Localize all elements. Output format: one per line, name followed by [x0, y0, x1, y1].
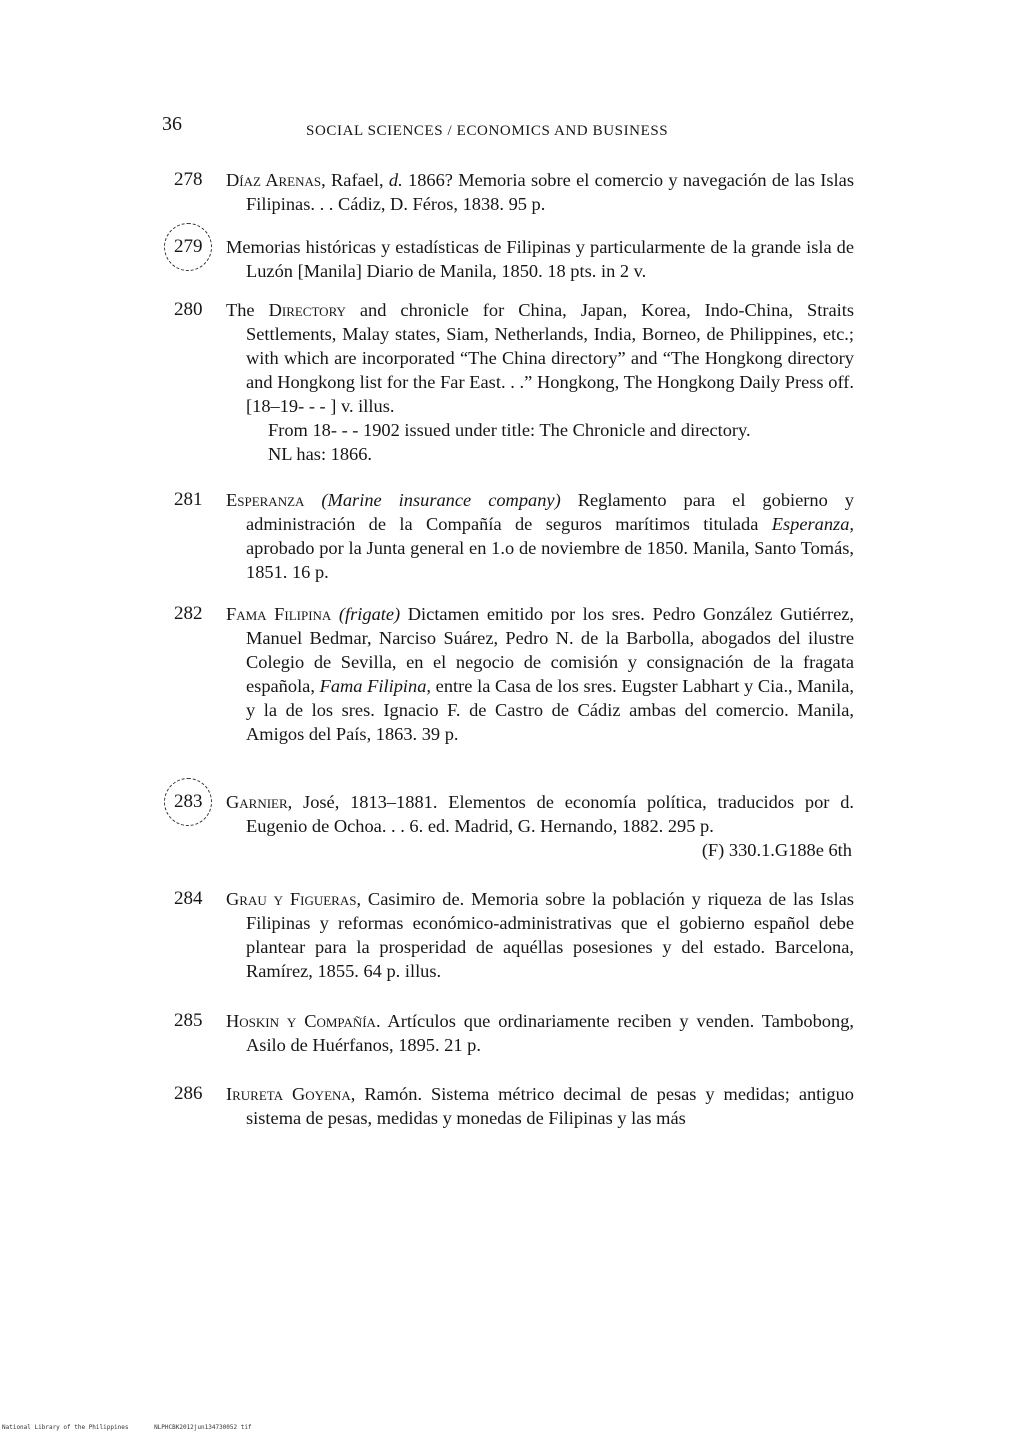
entry-qualifier: (frigate) [338, 604, 401, 624]
entry-number: 280 [174, 299, 203, 320]
entry-body: Reglamento para el gobierno y administración de la Compañía de seguros marítimos titulada [246, 490, 854, 534]
entry-body: , Casimiro de. Memoria sobre la población y riqueza de las Islas Filipinas y reformas económico-administrativas que el gobierno español debe plantear para la prosperidad de aquéllas posesiones y del estado. Barcelona, Ramírez, 1855. 64 p. illus. [246, 889, 854, 981]
page-number: 36 [162, 113, 182, 135]
entry-author: Irureta Goyena [226, 1084, 351, 1104]
entry-prefix: The [226, 300, 269, 320]
entry-author: Díaz Arenas [226, 170, 322, 190]
entry-body: 1866? Memoria sobre el comercio y navegación de las Islas Filipinas. . . Cádiz, D. Féros, 1838. 95 p. [246, 170, 854, 214]
footer-file-id: NLPHCBK2012jun134730052 tif [154, 1424, 252, 1431]
entry-body: , José, 1813–1881. Elementos de economía política, traducidos por d. Eugenio de Ochoa. . . 6. ed. Madrid, G. Hernando, 1882. 295 p. [246, 792, 854, 836]
running-head: SOCIAL SCIENCES / ECONOMICS AND BUSINESS [306, 123, 669, 139]
entry-281 [174, 488, 854, 584]
entry-text [226, 298, 854, 418]
entry-author: Grau y Figueras [226, 889, 357, 909]
footer-library: National Library of the Philippines [2, 1424, 129, 1431]
entry-body-cont: entre la Casa de los sres. Eugster Labhart y Cia., Manila, y la de los sres. Ignacio F. de Castro de Cádiz ambas del comercio. Manila, Amigos del País, 1863. 39 p. [246, 676, 854, 744]
entry-text [226, 488, 854, 584]
entry-278 [174, 168, 854, 216]
entry-280 [174, 298, 854, 466]
entry-284 [174, 887, 854, 983]
entry-author: Garnier [226, 792, 288, 812]
entry-body: Memorias históricas y estadísticas de Filipinas y particularmente de la grande isla de Luzón [Manila] Diario de Manila, 1850. 18 pts. in 2 v. [226, 237, 854, 281]
entry-text [226, 1009, 854, 1057]
entry-number: 284 [174, 888, 203, 909]
entry-number: 278 [174, 169, 203, 190]
entry-number: 285 [174, 1010, 203, 1031]
entry-author: Hoskin y Compañía [226, 1011, 376, 1031]
entry-number: 282 [174, 603, 203, 624]
entry-text [226, 168, 854, 216]
entry-italic-title: Esperanza, [771, 514, 854, 534]
entry-286 [174, 1082, 854, 1130]
entry-282 [174, 602, 854, 746]
scan-footer [2, 1424, 274, 1431]
entry-author: Fama Filipina [226, 604, 332, 624]
call-number: (F) 330.1.G188e 6th [701, 840, 852, 860]
entry-text [226, 790, 854, 838]
entry-author: Esperanza [226, 490, 305, 510]
entry-body-cont: aprobado por la Junta general en 1.o de noviembre de 1850. Manila, Santo Tomás, 1851. 16 p. [246, 538, 854, 582]
entry-text [226, 602, 854, 746]
entry-body: Dictamen emitido por los sres. Pedro González Gutiérrez, Manuel Bedmar, Narciso Suárez, Pedro N. de la Barbolla, abogados del ilustre Colegio de Sevilla, en el negocio de comisión y consignación de la fragata española, [246, 604, 854, 696]
entry-holdings-note: NL has: 1866. [268, 444, 373, 464]
entry-author-rest: , Rafael, [321, 170, 389, 190]
entry-author: Directory [268, 300, 346, 320]
entry-qualifier: (Marine insurance company) [321, 490, 561, 510]
entry-283 [174, 790, 854, 862]
entry-italic-title: Fama Filipina, [319, 676, 432, 696]
entry-body: and chronicle for China, Japan, Korea, Indo-China, Straits Settlements, Malay states, Siam, Netherlands, India, Borneo, de Philippines, etc.; with which are incorporated “The China directory” and “The Hongkong directory and Hongkong list for the Far East. . .” Hongkong, The Hongkong Daily Press off. [18–19- - - ] v. illus. [246, 300, 854, 416]
entry-279 [174, 235, 854, 283]
entry-text [226, 887, 854, 983]
entry-number-circled: 283 [174, 791, 203, 812]
entry-number: 286 [174, 1083, 203, 1104]
entry-number: 281 [174, 489, 203, 510]
entry-note: From 18- - - 1902 issued under title: The Chronicle and directory. [268, 420, 751, 440]
entry-body: . Artículos que ordinariamente reciben y venden. Tambobong, Asilo de Huérfanos, 1895. 21 p. [246, 1011, 854, 1055]
entry-number-circled: 279 [174, 236, 203, 257]
entry-body: , Ramón. Sistema métrico decimal de pesas y medidas; antiguo sistema de pesas, medidas y monedas de Filipinas y las más [246, 1084, 854, 1128]
entry-text [226, 1082, 854, 1130]
entry-died-abbrev: d. [388, 170, 403, 190]
entry-text [226, 235, 854, 283]
entry-285 [174, 1009, 854, 1057]
